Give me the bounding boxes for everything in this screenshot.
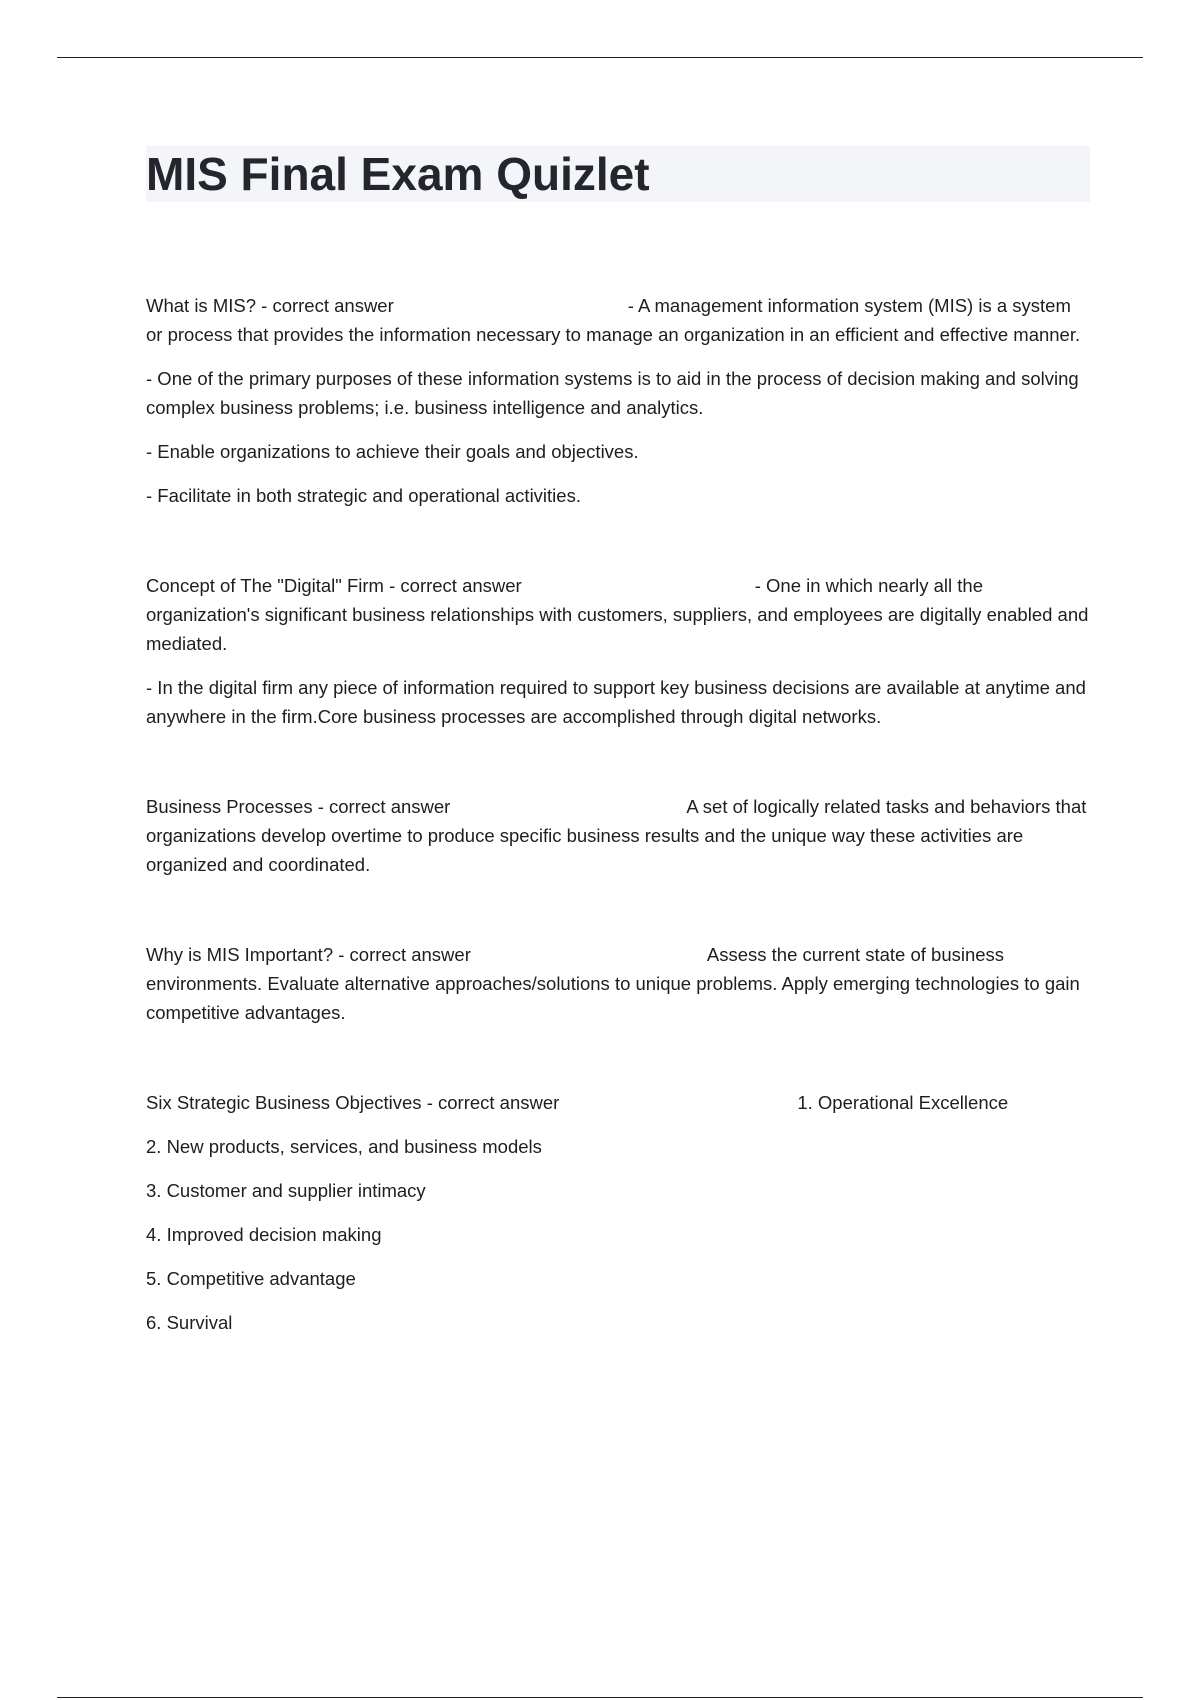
answer-line: - One of the primary purposes of these information systems is to aid in the process of decision making and solving complex business problems; i.e. business intelligence and analytics.	[146, 368, 1079, 418]
question-text: Concept of The "Digital" Firm - correct answer	[146, 575, 522, 596]
document-body	[146, 291, 1090, 1337]
page-title: MIS Final Exam Quizlet	[146, 148, 650, 200]
answer-line: - Facilitate in both strategic and operational activities.	[146, 485, 581, 506]
answer-line: - Enable organizations to achieve their goals and objectives.	[146, 441, 639, 462]
answer-text: Assess the current state of business environments. Evaluate alternative approaches/solutions to unique problems. Apply emerging technologies to gain competitive advantages.	[146, 944, 1080, 1023]
qa-card-why-mis-important	[146, 940, 1090, 1027]
answer-line: 5. Competitive advantage	[146, 1268, 356, 1289]
answer-line: 4. Improved decision making	[146, 1224, 382, 1245]
qa-entry	[146, 291, 1090, 349]
qa-entry	[146, 940, 1090, 1027]
answer-line: 6. Survival	[146, 1312, 233, 1333]
footer-rule	[57, 1697, 1143, 1698]
question-text: Why is MIS Important? - correct answer	[146, 944, 471, 965]
answer-line: - In the digital firm any piece of information required to support key business decisions are available at anytime and anywhere in the firm.Core business processes are accomplished through digital networks.	[146, 677, 1086, 727]
answer-text: - A management information system (MIS) is a system or process that provides the information necessary to manage an organization in an efficient and effective manner.	[146, 295, 1081, 345]
question-text: Six Strategic Business Objectives - correct answer	[146, 1092, 560, 1113]
answer-line: 2. New products, services, and business models	[146, 1136, 542, 1157]
question-text: Business Processes - correct answer	[146, 796, 451, 817]
answer-text: 1. Operational Excellence	[797, 1092, 1009, 1113]
header-rule	[57, 57, 1143, 58]
qa-entry	[146, 571, 1090, 658]
qa-card-digital-firm	[146, 571, 1090, 731]
qa-entry	[146, 792, 1090, 879]
answer-text: - One in which nearly all the organization's significant business relationships with customers, suppliers, and employees are digitally enabled and mediated.	[146, 575, 1089, 654]
qa-card-what-is-mis	[146, 291, 1090, 510]
qa-card-strategic-objectives	[146, 1088, 1090, 1337]
question-text: What is MIS? - correct answer	[146, 295, 394, 316]
qa-entry	[146, 1088, 1090, 1117]
qa-card-business-processes	[146, 792, 1090, 879]
answer-line: 3. Customer and supplier intimacy	[146, 1180, 426, 1201]
answer-text: A set of logically related tasks and behaviors that organizations develop overtime to produce specific business results and the unique way these activities are organized and coordinated.	[146, 796, 1087, 875]
